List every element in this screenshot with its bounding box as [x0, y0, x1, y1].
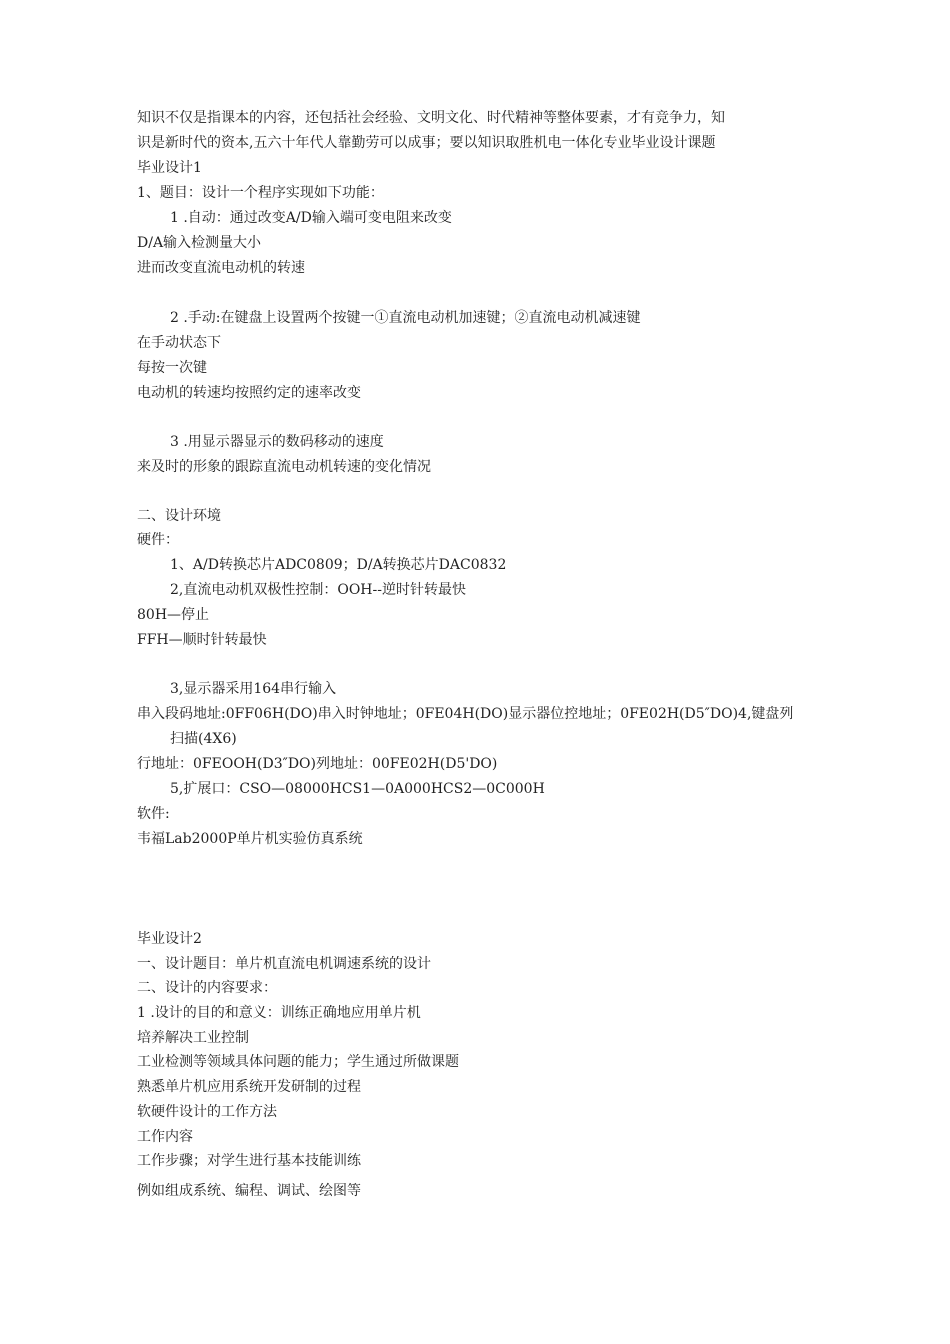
design2-title: 毕业设计2	[137, 931, 202, 947]
hardware-item-1: 1、A/D转换芯片ADC0809；D/A转换芯片DAC0832	[170, 557, 507, 573]
hardware-item-3: 3,显示器采用164串行输入	[170, 681, 337, 697]
design1-item-1: 1 .自动：通过改变A/D输入端可变电阻来改变	[170, 210, 452, 226]
hardware-item-2: 2,直流电动机双极性控制：OOH--逆时针转最快	[170, 582, 466, 598]
design1-item-2-line-4: 电动机的转速均按照约定的速率改变	[137, 385, 361, 401]
software-label: 软件:	[137, 806, 170, 822]
hardware-item-3-line-3: 扫描(4X6)	[170, 731, 237, 747]
design1-topic: 1、题目：设计一个程序实现如下功能：	[137, 185, 384, 201]
design2-item-1: 1 .设计的目的和意义：训练正确地应用单片机	[137, 1005, 421, 1021]
design2-topic: 一、设计题目：单片机直流电机调速系统的设计	[137, 956, 431, 972]
hardware-item-2-line-2: 80H—停止	[137, 607, 210, 623]
design1-item-2: 2 .手动:在键盘上设置两个按键一①直流电动机加速键；②直流电动机减速键	[170, 310, 641, 326]
design1-title: 毕业设计1	[137, 160, 202, 176]
software-item-1: 韦福Lab2000P单片机实验仿真系统	[137, 831, 363, 847]
intro-line-2: 识是新时代的资本,五六十年代人靠勤劳可以成事；要以知识取胜机电一体化专业毕业设计课题	[137, 135, 716, 151]
design2-line-8: 例如组成系统、编程、调试、绘图等	[137, 1183, 361, 1199]
hardware-item-4-line-1: 行地址：0FEOOH(D3″DO)列地址：00FE02H(D5'DO)	[137, 756, 498, 772]
design2-line-5: 软硬件设计的工作方法	[137, 1104, 277, 1120]
design2-line-4: 熟悉单片机应用系统开发研制的过程	[137, 1079, 361, 1095]
design2-line-6: 工作内容	[137, 1129, 193, 1145]
design2-line-2: 培养解决工业控制	[137, 1030, 249, 1046]
environment-title: 二、设计环境	[137, 508, 221, 524]
design2-line-7: 工作步骤；对学生进行基本技能训练	[137, 1153, 361, 1169]
hardware-item-3-line-2: 串入段码地址:0FF06H(DO)串入时钟地址；0FE04H(DO)显示器位控地址；0FE02H(D5″DO)4,键盘列	[137, 706, 794, 722]
design1-item-2-line-2: 在手动状态下	[137, 335, 221, 351]
hardware-item-5: 5,扩展口：CSO—08000HCS1—0A000HCS2—0C000H	[170, 781, 545, 797]
design2-requirements: 二、设计的内容要求：	[137, 980, 277, 996]
hardware-label: 硬件：	[137, 532, 179, 548]
intro-line-1: 知识不仅是指课本的内容，还包括社会经验、文明文化、时代精神等整体要素，才有竞争力，知	[137, 110, 725, 126]
hardware-item-2-line-3: FFH—顺时针转最快	[137, 632, 267, 648]
design1-item-1-line-2: D/A输入检测量大小	[137, 235, 262, 251]
design2-line-3: 工业检测等领域具体问题的能力；学生通过所做课题	[137, 1054, 459, 1070]
design1-item-3: 3 .用显示器显示的数码移动的速度	[170, 434, 384, 450]
design1-item-3-line-2: 来及时的形象的跟踪直流电动机转速的变化情况	[137, 459, 431, 475]
design1-item-2-line-3: 每按一次键	[137, 360, 207, 376]
design1-item-1-line-3: 进而改变直流电动机的转速	[137, 260, 305, 276]
